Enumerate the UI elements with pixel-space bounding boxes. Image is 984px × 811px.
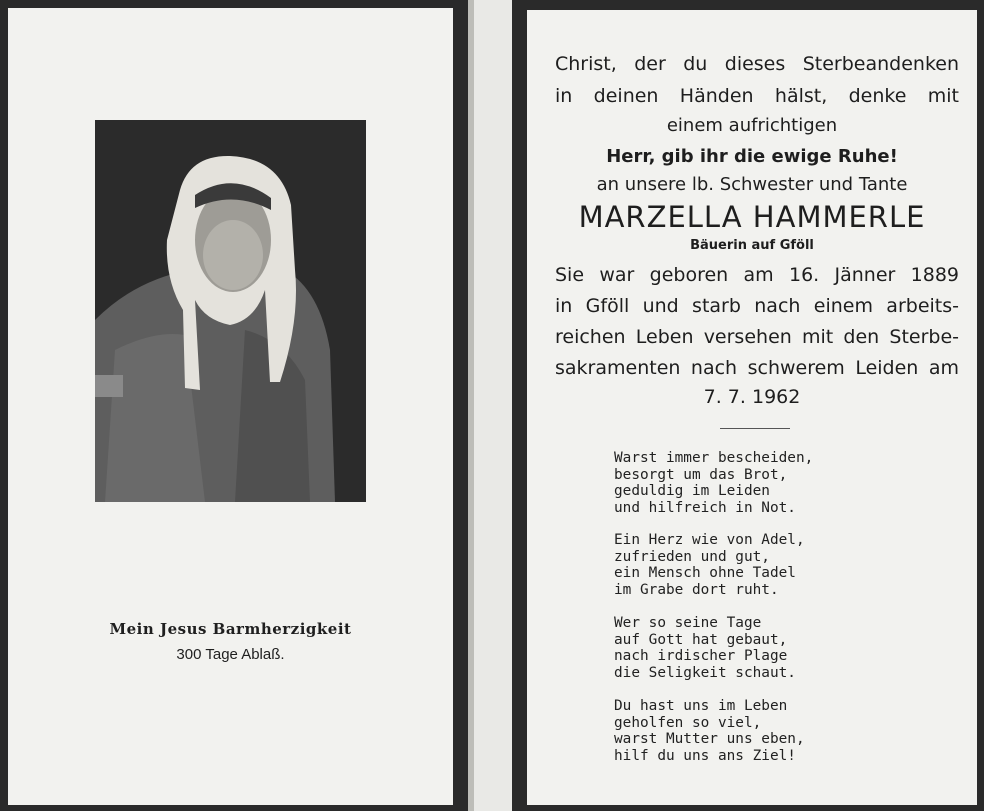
- poem-line: nach irdischer Plage: [614, 648, 788, 664]
- bio-line: reichen Leben versehen mit den Sterbe-: [555, 326, 959, 348]
- caption-indulgence: 300 Tage Ablaß.: [176, 646, 285, 663]
- poem-line: die Seligkeit schaut.: [614, 664, 796, 681]
- bio-line: in Gföll und starb nach einem arbeits-: [555, 295, 959, 317]
- blessing-line: Herr, gib ihr die ewige Ruhe!: [606, 146, 898, 167]
- bio-line: Sie war geboren am 16. Jänner 1889: [555, 264, 959, 286]
- poem-line: und hilfreich in Not.: [614, 499, 796, 516]
- poem-line: Wer so seine Tage: [614, 615, 762, 631]
- occupation: Bäuerin auf Gföll: [690, 238, 814, 253]
- deceased-name: MARZELLA HAMMERLE: [578, 200, 926, 234]
- poem-line: Ein Herz wie von Adel,: [614, 532, 805, 548]
- intro-line: in deinen Händen hälst, denke mit: [555, 85, 959, 107]
- poem-line: Warst immer bescheiden,: [614, 450, 814, 466]
- poem-stanza: [614, 450, 914, 516]
- left-card: [8, 8, 453, 805]
- poem-line: im Grabe dort ruht.: [614, 581, 779, 598]
- caption-title: Mein Jesus Barmherzigkeit: [109, 620, 352, 638]
- intro-line: einem aufrichtigen: [666, 115, 838, 136]
- relation-line: an unsere lb. Schwester und Tante: [596, 174, 908, 195]
- bio-line: sakramenten nach schwerem Leiden am: [555, 357, 959, 379]
- poem-line: Du hast uns im Leben: [614, 698, 788, 714]
- poem-line: warst Mutter uns eben,: [614, 731, 805, 747]
- poem-stanza: [614, 615, 914, 681]
- poem-stanza: [614, 532, 914, 598]
- card-gutter-shadow: [468, 0, 474, 811]
- poem-line: zufrieden und gut,: [614, 548, 770, 565]
- right-card: [527, 10, 977, 805]
- poem-line: geduldig im Leiden: [614, 483, 770, 499]
- poem-line: hilf du uns ans Ziel!: [614, 747, 796, 764]
- poem-line: auf Gott hat gebaut,: [614, 631, 788, 648]
- intro-line: Christ, der du dieses Sterbeandenken: [555, 53, 959, 75]
- card-gutter: [468, 0, 512, 811]
- poem-line: geholfen so viel,: [614, 714, 762, 731]
- poem-line: ein Mensch ohne Tadel: [614, 565, 796, 581]
- poem-line: besorgt um das Brot,: [614, 466, 788, 483]
- divider-line: [720, 428, 790, 429]
- portrait-photo: [95, 120, 366, 502]
- death-date: 7. 7. 1962: [703, 386, 801, 408]
- poem-stanza: [614, 698, 914, 764]
